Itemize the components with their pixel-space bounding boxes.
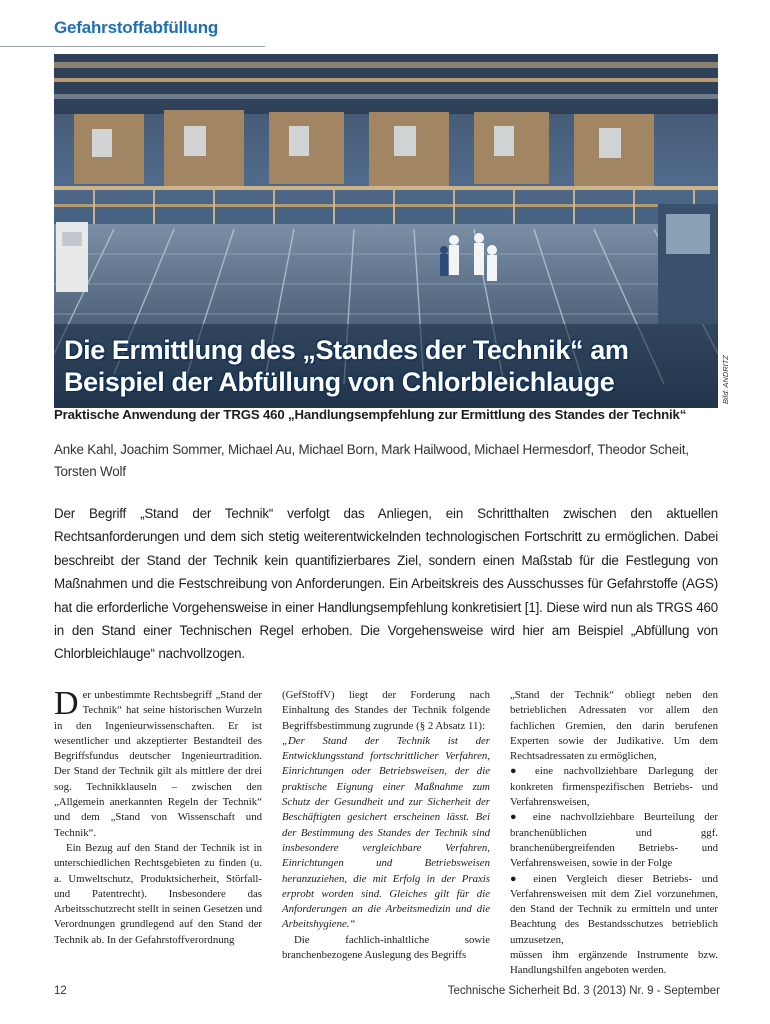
body-column-3: [510, 688, 718, 979]
paragraph: müssen ihm ergänzende Instrumente bzw. Handlungshilfen angeboten werden.: [510, 949, 718, 977]
paragraph: Ein Bezug auf den Stand der Technik ist in unterschiedlichen Rechtsgebieten zu finden (u. a. Umweltschutz, Produktsicherheit, Störfall- und Patentrecht). Insbesondere das Arbeitsschutzrecht stellt in seinen Gesetzen und Verordnungen grundlegend auf den Stand der Technik ab. In der Gefahrstoffverordnung: [54, 841, 262, 946]
bullet-item: ● eine nachvollziehbare Darlegung der konkreten firmenspezifischen Betriebs- und Verfahrensweisen,: [510, 765, 718, 809]
photo-credit: Bild: ANDRITZ: [721, 355, 730, 404]
bullet-item: ● einen Vergleich dieser Betriebs- und Verfahrensweisen mit dem Ziel vorzunehmen, den Stand der Technik zu ermitteln und unter Beachtung des Bestandsschutzes betrieblich umzusetzen,: [510, 872, 718, 946]
paragraph: Die fachlich-inhaltliche sowie branchenbezogene Auslegung des Begriffs: [282, 933, 490, 962]
body-column-2: [282, 688, 490, 963]
section-header: Gefahrstoffabfüllung: [54, 18, 219, 37]
article-subtitle: Praktische Anwendung der TRGS 460 „Handlungsempfehlung zur Ermittlung des Standes der Technik“: [54, 407, 687, 422]
article-abstract: Der Begriff „Stand der Technik“ verfolgt das Anliegen, ein Schritthalten zwischen den aktuellen Rechtsanforderungen und dem sich stetig weiterentwickelnden technologischen Fortschritt zu ermöglichen. Dabei beschreibt der Stand der Technik kein quantifizierbares Ziel, sondern einen Maßstab für die Festlegung von Maßnahmen und die Festschreibung von Anforderungen. Ein Arbeitskreis des Ausschusses für Gefahrstoffe (AGS) hat die erforderliche Vorgehensweise in einer Handlungsempfehlung konkretisiert [1]. Diese wird nun als TRGS 460 in den Stand einer Technischen Regel erhoben. Die Vorgehensweise wird hier am Beispiel „Abfüllung von Chlorbleichlauge“ nachvollzogen.: [54, 506, 718, 662]
paragraph: „Stand der Technik“ obliegt neben den betrieblichen Adressaten vor allem den fachlichen Gremien, den darin berufenen Experten sowie der Judikative. Um dem Rechtsadressaten zu ermöglichen,: [510, 689, 718, 763]
bullet-item: ● eine nachvollziehbare Beurteilung der branchenüblichen und ggf. branchenübergreifenden Betriebs- und Verfahrensweisen, sowie in der Folge: [510, 811, 718, 870]
journal-footer: Technische Sicherheit Bd. 3 (2013) Nr. 9 - September: [447, 985, 720, 997]
body-column-1: [54, 685, 262, 948]
paragraph: (GefStoffV) liegt der Forderung nach Einhaltung des Standes der Technik folgende Begriffsbestimmung zugrunde (§ 2 Absatz 11):: [282, 689, 490, 732]
paragraph-text: er unbestimmte Rechtsbegriff „Stand der Technik“ hat seine historischen Wurzeln in den Ingenieurwissenschaften. Er ist wesentlicher und akzeptierter Bestandteil des Begriffsfundus deutscher Ingenieurtradition. Der Stand der Technik gilt als mittlere der drei sog. Technikklauseln – zwischen den „Allgemein anerkannten Regeln der Technik“ und dem „Stand von Wissenschaft und Technik“.: [54, 689, 262, 839]
page-number: 12: [54, 985, 67, 997]
author-list: Anke Kahl, Joachim Sommer, Michael Au, Michael Born, Mark Hailwood, Michael Hermesdorf, Theodor Scheit, Torsten Wolf: [54, 442, 689, 479]
article-title: Die Ermittlung des „Standes der Technik“ am Beispiel der Abfüllung von Chlorbleichlauge: [64, 335, 629, 397]
header-divider: [0, 46, 265, 47]
legal-quote: „Der Stand der Technik ist der Entwicklungsstand fortschrittlicher Verfahren, Einrichtungen oder Betriebsweisen, der die praktische Eignung einer Maßnahme zum Schutz der Gesundheit und zur Sicherheit der Beschäftigten gesichert erscheinen lässt. Bei der Bestimmung des Standes der Technik sind insbesondere vergleichbare Verfahren, Einrichtungen und Betriebsweisen heranzuziehen, die mit Erfolg in der Praxis erprobt worden sind. Gleiches gilt für die Anforderungen an die Arbeitsmedizin und die Arbeitshygiene.“: [282, 734, 490, 931]
intro-paragraph: [54, 685, 262, 841]
drop-cap: D: [54, 685, 79, 722]
